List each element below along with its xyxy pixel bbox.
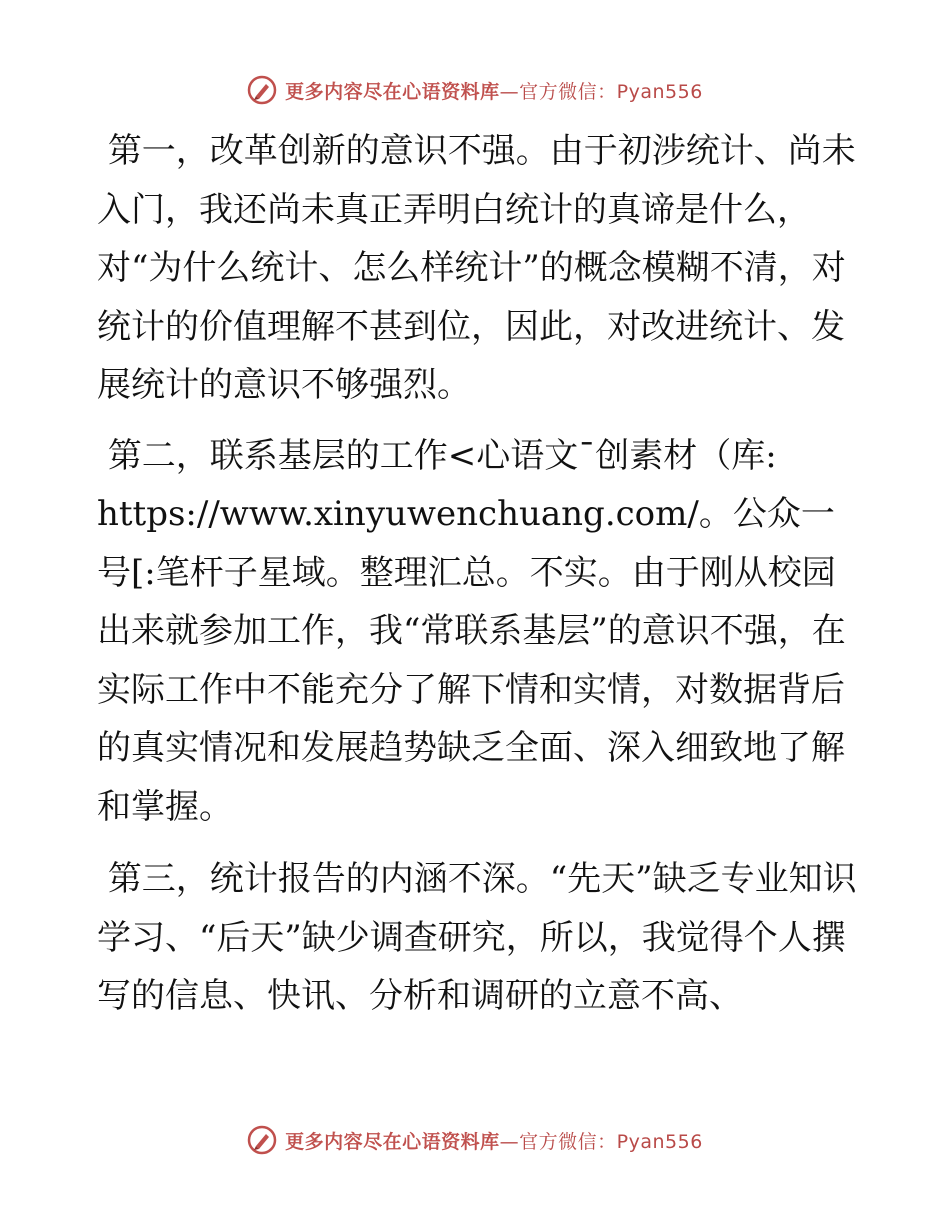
footer-banner-text <box>285 1127 703 1154</box>
paragraph-1: 第一，改革创新的意识不强。由于初涉统计、尚未入门，我还尚未真正弄明白统计的真谛是什么，对“为什么统计、怎么样统计”的概念模糊不清，对统计的价值理解不甚到位，因此，对改进统计、发展统计的意识不够强烈。 <box>97 131 856 405</box>
document-body <box>97 122 857 1036</box>
pen-logo-icon <box>247 75 277 105</box>
header-banner <box>0 70 950 110</box>
pen-logo-icon <box>247 1125 277 1155</box>
header-banner-text <box>285 77 703 104</box>
footer-banner <box>0 1120 950 1160</box>
paragraph-3: 第三，统计报告的内涵不深。“先天”缺乏专业知识学习、“后天”缺少调查研究，所以，我觉得个人撰写的信息、快讯、分析和调研的立意不高、 <box>97 859 857 1016</box>
header-banner-main: 更多内容尽在心语资料库 <box>285 80 500 103</box>
paragraph-2: 第二，联系基层的工作<心语文¯创素材（库: https://www.xinyuwenchuang.com/。公众一号[:笔杆子星域。整理汇总。不实。由于刚从校园出来就参加工作，我“常联系基层”的意识不强，在实际工作中不能充分了解下情和实情，对数据背后的真实情况和发展趋势缺乏全面、深入细致地了解和掌握。 <box>97 435 846 827</box>
footer-banner-sub: —官方微信：Pyan556 <box>499 1130 703 1153</box>
footer-banner-main: 更多内容尽在心语资料库 <box>285 1130 500 1153</box>
header-banner-sub: —官方微信：Pyan556 <box>499 80 703 103</box>
